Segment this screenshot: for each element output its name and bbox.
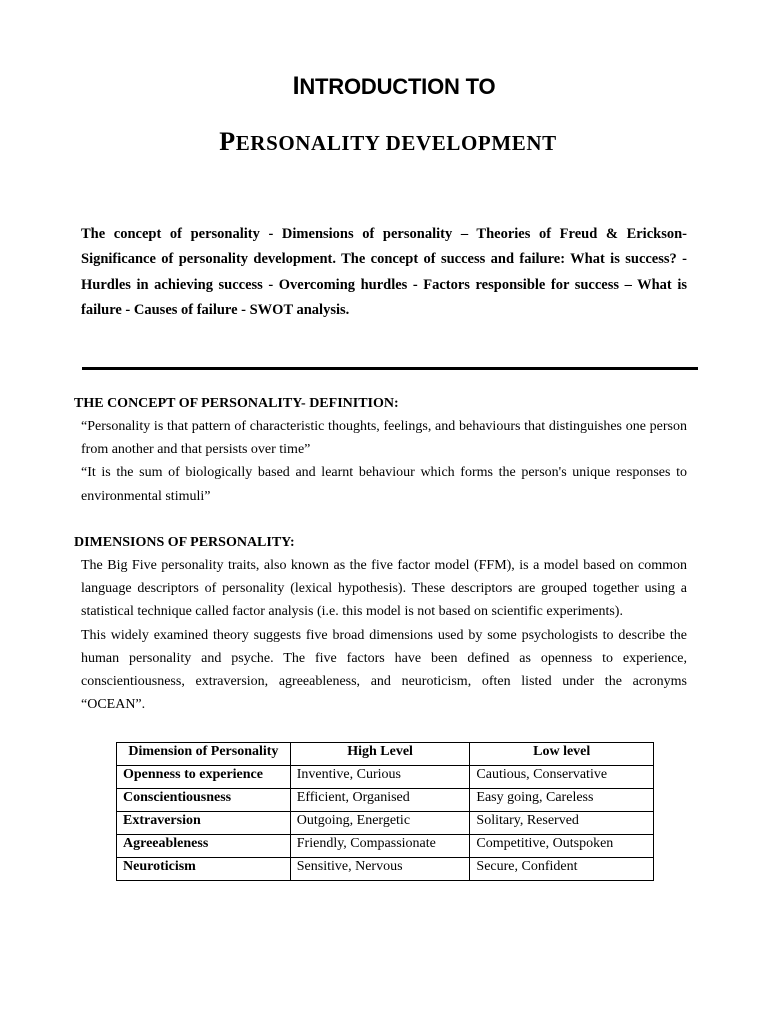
table-row <box>117 812 654 835</box>
definition-paragraphs <box>81 415 687 508</box>
table-header-row <box>117 743 654 766</box>
table-header-dimension: Dimension of Personality <box>117 743 291 766</box>
table-cell-dimension: Openness to experience <box>117 766 291 789</box>
table-row <box>117 835 654 858</box>
title-line2-rest: ERSONALITY DEVELOPMENT <box>235 131 557 155</box>
personality-dimensions-table <box>116 742 654 881</box>
title-line1-rest: NTRODUCTION TO <box>299 74 496 99</box>
document-title-line2 <box>0 127 768 157</box>
table-cell-low: Secure, Confident <box>470 858 654 881</box>
table-cell-low: Solitary, Reserved <box>470 812 654 835</box>
table-header-high-level: High Level <box>290 743 470 766</box>
section-heading-dimensions: DIMENSIONS OF PERSONALITY: <box>74 535 295 550</box>
title-line1-initial: I <box>292 72 300 100</box>
definition-quote-2: “It is the sum of biologically based and learnt behaviour which forms the person's unique responses to environmental stimuli” <box>81 465 687 504</box>
horizontal-divider <box>82 367 698 370</box>
table-cell-dimension: Neuroticism <box>117 858 291 881</box>
table-row <box>117 766 654 789</box>
dimensions-paragraph-1: The Big Five personality traits, also known as the five factor model (FFM), is a model based on common language descriptors of personality (lexical hypothesis). These descriptors are grouped together using a statistical technique called factor analysis (i.e. this model is not based on scientific experiments). <box>81 558 687 620</box>
table-row <box>117 858 654 881</box>
table-cell-low: Competitive, Outspoken <box>470 835 654 858</box>
chapter-summary: The concept of personality - Dimensions of personality – Theories of Freud & Erickson- Significance of personality development. The concept of success and failure: What is success? - Hurdles in achieving success - Overcoming hurdles - Factors responsible for success – What is failure - Causes of failure - SWOT analysis. <box>81 226 687 318</box>
table-row <box>117 789 654 812</box>
table-cell-high: Friendly, Compassionate <box>290 835 470 858</box>
dimensions-paragraphs <box>81 554 687 716</box>
title-line2-initial: P <box>219 127 236 156</box>
section-heading-definition: THE CONCEPT OF PERSONALITY- DEFINITION: <box>74 396 399 411</box>
dimensions-paragraph-2: This widely examined theory suggests five broad dimensions used by some psychologists to describe the human personality and psyche. The five factors have been defined as openness to experience, conscientiousness, extraversion, agreeableness, and neuroticism, often listed under the acronyms “OCEAN”. <box>81 627 687 713</box>
table-cell-dimension: Agreeableness <box>117 835 291 858</box>
table-cell-high: Efficient, Organised <box>290 789 470 812</box>
table-header-low-level: Low level <box>470 743 654 766</box>
table-cell-low: Easy going, Careless <box>470 789 654 812</box>
table-cell-low: Cautious, Conservative <box>470 766 654 789</box>
table-cell-high: Inventive, Curious <box>290 766 470 789</box>
table-cell-high: Sensitive, Nervous <box>290 858 470 881</box>
document-title-line1 <box>0 72 768 101</box>
table-cell-dimension: Conscientiousness <box>117 789 291 812</box>
table-cell-dimension: Extraversion <box>117 812 291 835</box>
definition-quote-1: “Personality is that pattern of characteristic thoughts, feelings, and behaviours that distinguishes one person from another and that persists over time” <box>81 419 687 458</box>
table-cell-high: Outgoing, Energetic <box>290 812 470 835</box>
